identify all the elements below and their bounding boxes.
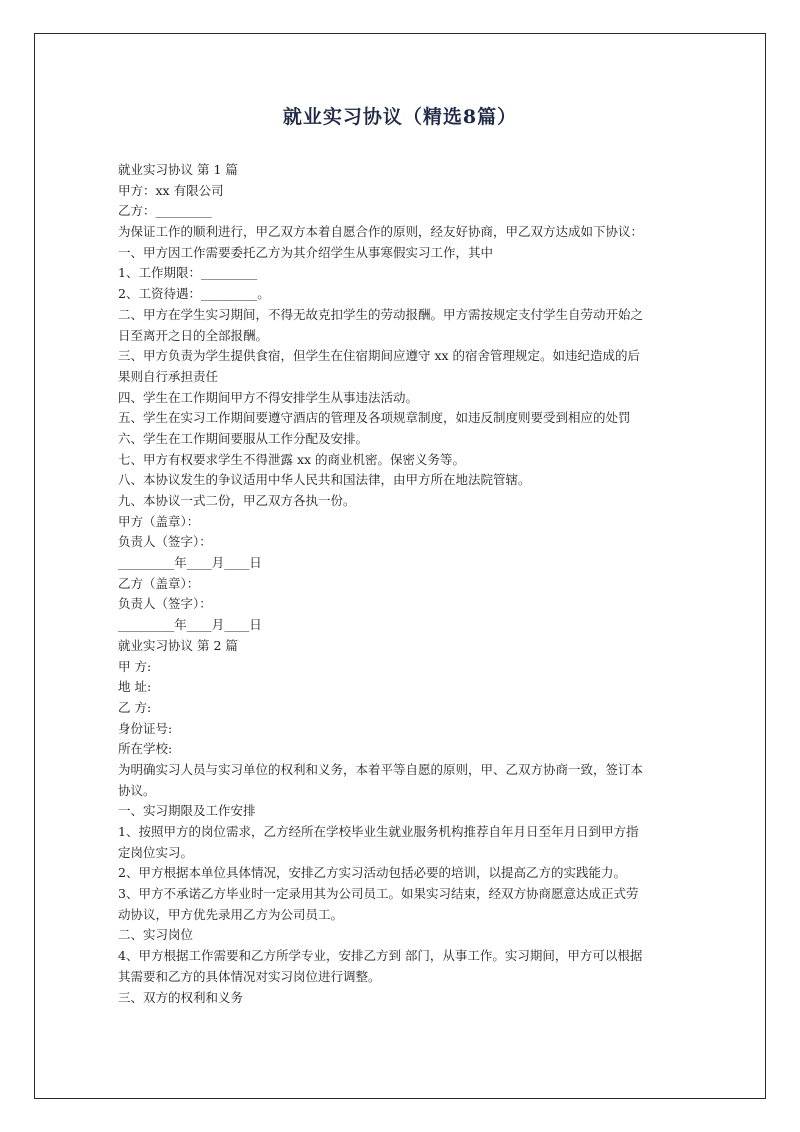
text-line: 一、甲方因工作需要委托乙方为其介绍学生从事寒假实习工作，其中 xyxy=(118,244,494,260)
document-body xyxy=(118,160,693,1008)
text-line: 所在学校: xyxy=(118,741,173,757)
text-line: 乙方（盖章）： xyxy=(118,575,200,591)
text-line: 地 址: xyxy=(118,679,152,695)
text-line: 为保证工作的顺利进行，甲乙双方本着自愿合作的原则，经友好协商，甲乙双方达成如下协议： xyxy=(118,224,644,240)
text-line: 乙方：_________ xyxy=(118,203,212,219)
text-line: 果则自行承担责任 xyxy=(118,368,219,384)
document-title: 就业实习协议（精选8篇） xyxy=(282,106,518,128)
text-line: 二、甲方在学生实习期间，不得无故克扣学生的劳动报酬。甲方需按规定支付学生自劳动开始之 xyxy=(118,306,644,322)
text-line: 乙 方: xyxy=(118,699,152,715)
text-line: 日至离开之日的全部报酬。 xyxy=(118,327,269,343)
text-line: 三、甲方负责为学生提供食宿，但学生在住宿期间应遵守 xx 的宿舍管理规定。如违纪造成的后 xyxy=(118,348,641,364)
text-line: 四、学生在工作期间甲方不得安排学生从事违法活动。 xyxy=(118,389,419,405)
text-line: 协议。 xyxy=(118,782,156,798)
text-line: 二、实习岗位 xyxy=(118,927,194,943)
text-line: 4、甲方根据工作需要和乙方所学专业，安排乙方到 部门，从事工作。实习期间，甲方可以根据 xyxy=(118,948,643,964)
text-line: 五、学生在实习工作期间要遵守酒店的管理及各项规章制度，如违反制度则要受到相应的处罚 xyxy=(118,410,631,426)
text-line: 甲方：xx 有限公司 xyxy=(118,182,224,198)
text-line: 身份证号: xyxy=(118,720,173,736)
text-line: 七、甲方有权要求学生不得泄露 xx 的商业机密。保密义务等。 xyxy=(118,451,466,467)
text-line: 2、工资待遇：_________。 xyxy=(118,286,270,302)
text-line: 就业实习协议 第 2 篇 xyxy=(118,637,238,653)
text-line: 负责人（签字）： xyxy=(118,534,212,550)
text-line: 动协议，甲方优先录用乙方为公司员工。 xyxy=(118,906,344,922)
text-line: 1、工作期限：_________ xyxy=(118,265,258,281)
text-line: 定岗位实习。 xyxy=(118,844,194,860)
text-line: 1、按照甲方的岗位需求，乙方经所在学校毕业生就业服务机构推荐自年月日至年月日到甲方指 xyxy=(118,824,639,839)
text-line: _________年____月____日 xyxy=(118,617,262,633)
text-line: _________年____月____日 xyxy=(118,555,262,571)
text-line: 2、甲方根据本单位具体情况，安排乙方实习活动包括必要的培训，以提高乙方的实践能力。 xyxy=(118,865,626,881)
text-line: 就业实习协议 第 1 篇 xyxy=(118,162,238,177)
text-line: 3、甲方不承诺乙方毕业时一定录用其为公司员工。如果实习结束，经双方协商愿意达成正式劳 xyxy=(118,886,639,902)
text-line: 八、本协议发生的争议适用中华人民共和国法律，由甲方所在地法院管辖。 xyxy=(118,472,531,488)
text-line: 负责人（签字）： xyxy=(118,596,212,612)
text-line: 一、实习期限及工作安排 xyxy=(118,803,256,819)
text-line: 其需要和乙方的具体情况对实习岗位进行调整。 xyxy=(118,968,381,984)
text-line: 六、学生在工作期间要服从工作分配及安排。 xyxy=(118,430,369,446)
text-line: 九、本协议一式二份，甲乙双方各执一份。 xyxy=(118,493,356,508)
text-line: 甲方（盖章）： xyxy=(118,513,200,529)
text-line: 甲 方: xyxy=(118,658,152,674)
text-line: 为明确实习人员与实习单位的权利和义务，本着平等自愿的原则，甲、乙双方协商一致，签订本 xyxy=(118,761,644,777)
text-line: 三、双方的权利和义务 xyxy=(118,989,244,1005)
